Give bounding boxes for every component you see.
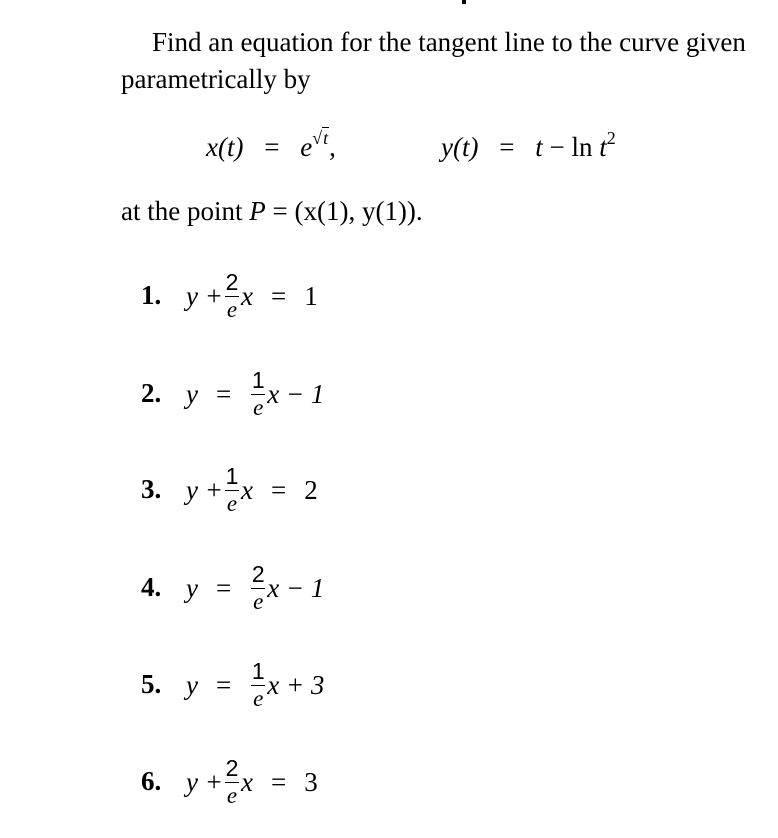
y-rhs-t: t (535, 132, 543, 162)
choice-equals: = (270, 766, 287, 797)
choice-pre: y (186, 572, 198, 603)
y-ln-arg: t (599, 132, 607, 162)
choice-expression (186, 460, 318, 520)
fraction (225, 757, 239, 807)
choice-expression (186, 655, 324, 715)
choice-expression (186, 364, 324, 424)
fraction (225, 271, 239, 321)
sqrt-radicand: t (323, 128, 329, 148)
fraction-denominator: e (226, 783, 238, 808)
x-equation (206, 128, 336, 163)
answer-choice-2[interactable] (141, 364, 541, 424)
answer-choice-4[interactable] (141, 558, 541, 618)
choice-rhs: 2 (304, 474, 318, 505)
choice-number: 4. (141, 572, 162, 602)
y-equals: = (499, 132, 515, 162)
choice-number: 2. (141, 378, 162, 408)
choice-expression (186, 266, 318, 326)
x-equals: = (264, 132, 280, 162)
choice-pre: y (186, 378, 198, 409)
choice-post: x (240, 766, 253, 797)
y-minus: − (549, 132, 565, 162)
answer-choice-6[interactable] (141, 752, 541, 812)
fraction-numerator: 2 (225, 755, 239, 781)
choice-number: 1. (141, 280, 162, 310)
sqrt-exponent: √t (312, 128, 329, 148)
fraction-numerator: 1 (251, 367, 265, 393)
point-equals: = (272, 196, 288, 226)
y-exponent: 2 (606, 128, 616, 148)
point-text: at the point (121, 196, 243, 226)
choice-post: x + 3 (267, 669, 325, 700)
choice-rhs: 1 (304, 280, 318, 311)
fraction-denominator: e (253, 686, 264, 711)
fraction-denominator: e (226, 297, 238, 322)
answer-choice-3[interactable] (141, 460, 541, 520)
x-comma: , (329, 132, 336, 162)
choice-post: x − 1 (267, 378, 325, 409)
choice-equals: = (215, 669, 232, 700)
point-name: P (249, 196, 266, 226)
x-lhs: x(t) (206, 132, 244, 162)
fraction (225, 465, 239, 515)
choice-equals: = (215, 572, 232, 603)
fraction-numerator: 2 (225, 269, 239, 295)
choice-pre: y (186, 669, 198, 700)
y-lhs: y(t) (441, 132, 479, 162)
choice-equals: = (270, 280, 287, 311)
fraction (251, 369, 265, 419)
y-ln: ln (571, 132, 593, 162)
answer-choice-5[interactable] (141, 655, 541, 715)
choice-pre: y + (186, 280, 223, 311)
fraction-numerator: 2 (251, 561, 265, 587)
choice-expression (186, 752, 318, 812)
fraction-numerator: 1 (251, 658, 265, 684)
fraction-denominator: e (253, 589, 264, 614)
problem-statement: Find an equation for the tangent line to the curve given parametrically by (121, 27, 746, 94)
choice-post: x (240, 474, 253, 505)
choice-pre: y + (186, 766, 223, 797)
fraction (251, 563, 265, 613)
x-base: e (300, 132, 313, 162)
choice-number: 3. (141, 474, 162, 504)
choice-number: 6. (141, 766, 162, 796)
fraction-denominator: e (226, 491, 238, 516)
choice-number: 5. (141, 669, 162, 699)
choice-post: x (240, 280, 253, 311)
choice-pre: y + (186, 474, 223, 505)
fraction (251, 660, 265, 710)
top-edge-mark (462, 0, 466, 4)
fraction-numerator: 1 (225, 463, 239, 489)
choice-expression (186, 558, 324, 618)
fraction-denominator: e (253, 395, 264, 420)
choice-equals: = (215, 378, 232, 409)
point-statement (121, 196, 423, 227)
choice-rhs: 3 (304, 766, 318, 797)
choice-equals: = (270, 474, 287, 505)
answer-choice-1[interactable] (141, 266, 541, 326)
parametric-equations (0, 128, 778, 172)
point-coords: (x(1), y(1)). (294, 196, 423, 226)
choice-post: x − 1 (267, 572, 325, 603)
y-equation (441, 128, 616, 163)
